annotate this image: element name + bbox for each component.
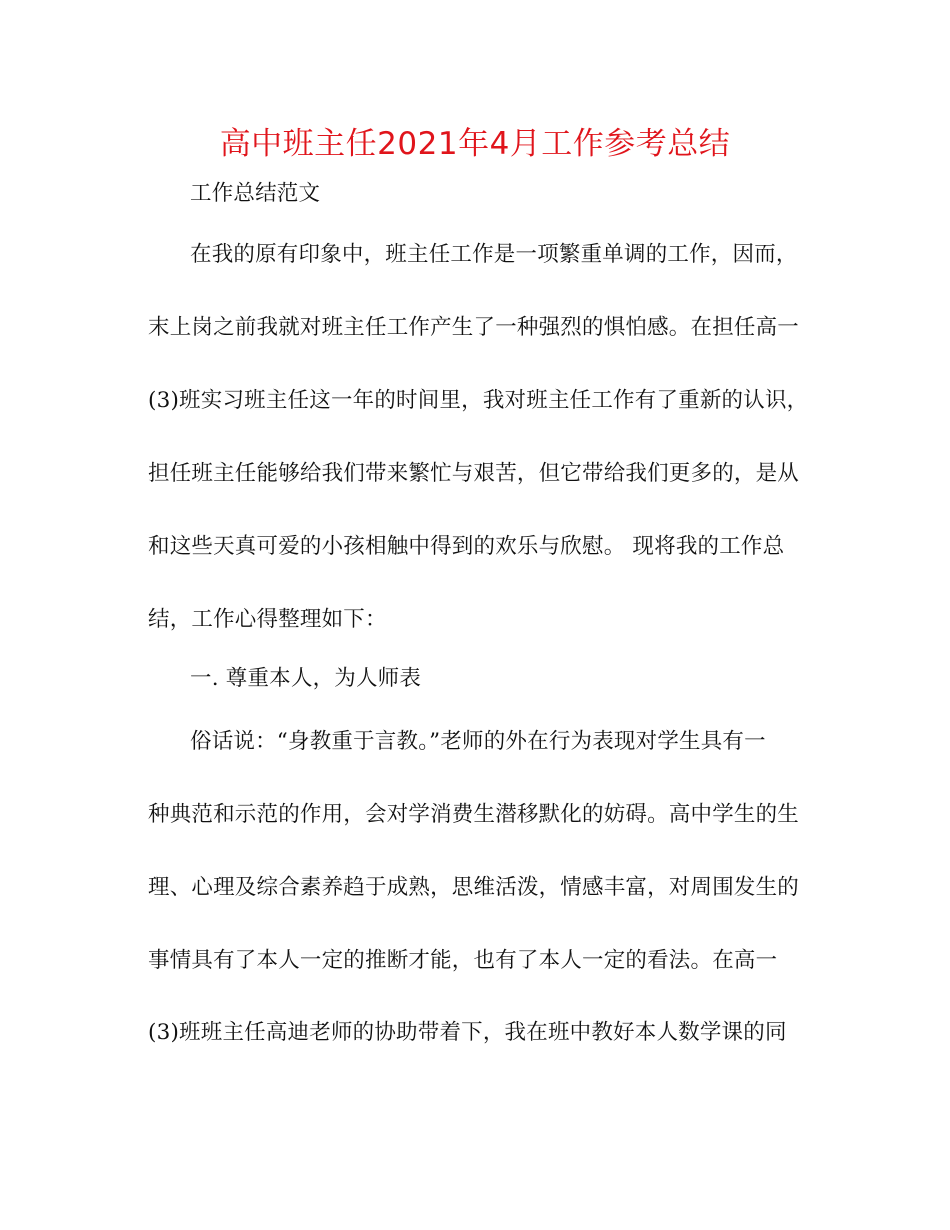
paragraph-line: 担任班主任能够给我们带来繁忙与艰苦，但它带给我们更多的，是从 — [148, 461, 800, 486]
paragraph-line: 事情具有了本人一定的推断才能，也有了本人一定的看法。在高一 — [148, 948, 778, 973]
document-title: 高中班主任2021年4月工作参考总结 — [219, 126, 731, 162]
paragraph-line: 俗话说：“身教重于言教。”老师的外在行为表现对学生具有一 — [190, 729, 766, 754]
document-subtitle: 工作总结范文 — [190, 181, 321, 206]
section-heading: 一. 尊重本人，为人师表 — [190, 666, 422, 691]
paragraph-line: 结，工作心得整理如下： — [148, 607, 387, 632]
paragraph-line: (3)班班主任高迪老师的协助带着下，我在班中教好本人数学课的同 — [148, 1020, 787, 1045]
paragraph-line: 在我的原有印象中，班主任工作是一项繁重单调的工作，因而， — [190, 242, 798, 267]
paragraph-line: (3)班实习班主任这一年的时间里，我对班主任工作有了重新的认识， — [148, 388, 809, 413]
paragraph-line: 和这些天真可爱的小孩相触中得到的欢乐与欣慰。 现将我的工作总 — [148, 534, 785, 559]
paragraph-line: 末上岗之前我就对班主任工作产生了一种强烈的惧怕感。在担任高一 — [148, 315, 800, 340]
paragraph-line: 种典范和示范的作用，会对学消费生潜移默化的妨碍。高中学生的生 — [148, 802, 800, 827]
paragraph-line: 理、心理及综合素养趋于成熟，思维活泼，情感丰富，对周围发生的 — [148, 875, 800, 900]
